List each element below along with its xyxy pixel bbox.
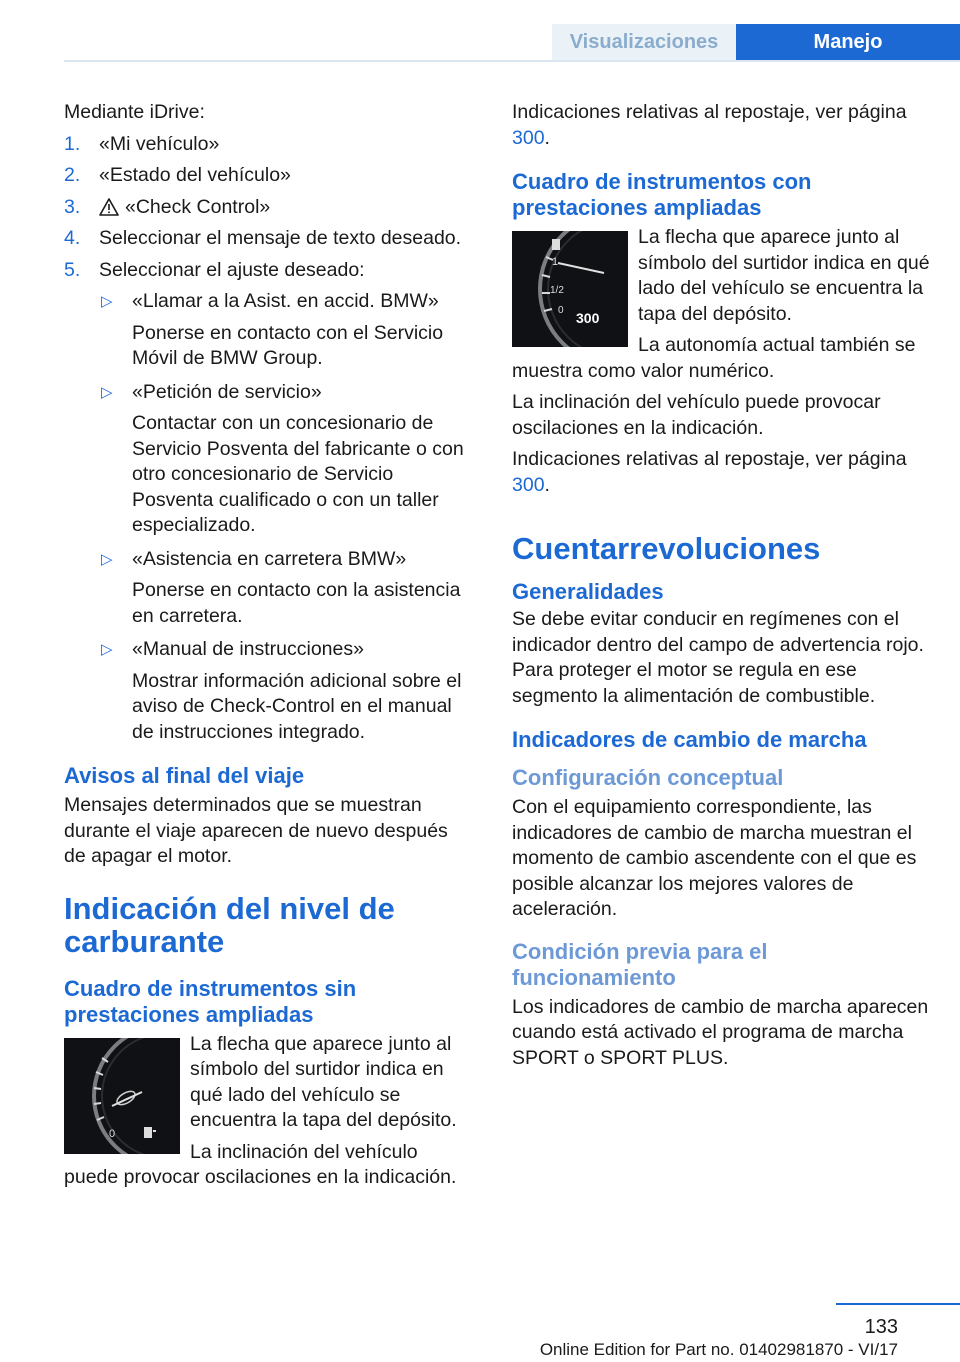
con-prestaciones-text-2: La autonomía actual también se muestra como valor numérico. [512,334,916,382]
edition-text: Online Edition for Part no. 01402981870 - VI/17 [539,1340,898,1359]
step-text: «Estado del vehículo» [99,164,291,186]
gauge-zero-label: 0 [558,305,564,316]
step-text: «Mi vehículo» [99,132,220,155]
ref-text: Indicaciones relativas al repostaje, ver página [512,101,907,123]
warning-triangle-icon [99,198,119,216]
repostaje-ref-2 [512,447,930,498]
triangle-bullet-icon: ▷ [101,293,113,310]
avisos-heading: Avisos al final del viaje [64,763,305,788]
sub-option-desc: Mostrar información adicional sobre el aviso de Check-Control en el manual de instrucciones integrado. [132,669,462,743]
fuel-gauge-extended-image [512,231,628,347]
step-number: 4. [64,227,81,249]
step-item [64,132,474,158]
configuracion-conceptual-text: Con el equipamiento correspondiente, las indicadores de cambio de marcha muestran el momento de cambio ascendente con el que es posible alcanzar los mejores valores de aceleración. [512,796,917,920]
step-item [64,195,474,221]
ref-period: . [544,473,550,496]
right-column [512,100,930,1077]
con-prestaciones-block [512,225,930,390]
page-link-300[interactable]: 300 [512,126,545,149]
sub-option [99,289,474,372]
sub-option-title: «Llamar a la Asist. en accid. BMW» [132,290,439,312]
triangle-bullet-icon: ▷ [101,550,113,568]
sub-option [99,380,474,539]
step-number: 2. [64,164,81,186]
step-text: Seleccionar el mensaje de texto deseado. [99,227,462,249]
sub-option-title: «Petición de servicio» [132,380,322,403]
tab-manejo[interactable]: Manejo [736,24,960,60]
con-prestaciones-heading: Cuadro de instrumentos con prestaciones ampliadas [512,169,812,220]
step-number: 1. [64,132,81,155]
header-divider [64,60,960,62]
generalidades-heading: Generalidades [512,579,664,604]
step-text: «Check Control» [125,195,271,218]
step-text: Seleccionar el ajuste deseado: [99,258,365,281]
nivel-carburante-heading: Indicación del nivel de carburante [64,890,395,959]
indicadores-cambio-heading: Indicadores de cambio de marcha [512,727,867,752]
footer-divider [836,1303,960,1305]
condicion-previa-heading: Condición previa para el funcionamiento [512,938,768,990]
gauge-half-label: 1/2 [550,285,564,296]
gauge-full-label: 1 [552,256,559,268]
sub-option-desc: Contactar con un concesionario de Servicio Posventa del fabricante o con otro concesionario de Servicio Posventa cualificado o con un taller especializado. [132,412,464,536]
ref-period: . [544,126,550,149]
con-prestaciones-text-1: La flecha que aparece junto al símbolo del surtidor indica en qué lado del vehículo se encuentra la tapa del depósito. [638,226,930,325]
ref-text: Indicaciones relativas al repostaje, ver página [512,448,907,470]
triangle-bullet-icon: ▷ [101,383,113,401]
sin-prestaciones-block [64,1032,474,1197]
repostaje-ref-1 [512,100,930,151]
left-column [64,100,474,1197]
sub-option-title: «Manual de instrucciones» [132,638,364,660]
sub-option-desc: Ponerse en contacto con el Servicio Móvil de BMW Group. [132,321,444,369]
page-number: 133 [864,1316,898,1338]
configuracion-conceptual-heading: Configuración conceptual [512,765,784,790]
con-prestaciones-text-3: La inclinación del vehículo puede provocar oscilaciones en la indicación. [512,391,881,439]
sub-option [99,547,474,630]
sub-options-list [99,289,474,745]
gauge-zero-label: 0 [109,1127,116,1140]
sin-prestaciones-heading: Cuadro de instrumentos sin prestaciones ampliadas [64,975,357,1027]
tab-visualizaciones[interactable]: Visualizaciones [552,24,736,60]
sub-option [99,637,474,745]
avisos-text: Mensajes determinados que se muestran durante el viaje aparecen de nuevo después de apagar el motor. [64,794,448,867]
steps-list [64,132,474,746]
fuel-gauge-basic-image [64,1038,180,1154]
triangle-bullet-icon: ▷ [101,641,113,658]
sub-option-title: «Asistencia en carretera BMW» [132,547,407,570]
step-item [64,226,474,252]
step-item [64,163,474,189]
page-link-300[interactable]: 300 [512,473,545,496]
step-number: 3. [64,195,81,218]
gauge-range-label: 300 [576,310,600,326]
condicion-previa-text: Los indicadores de cambio de marcha aparecen cuando está activado el programa de marcha SPORT o SPORT PLUS. [512,995,929,1069]
intro-text: Mediante iDrive: [64,101,205,123]
generalidades-text: Se debe evitar conducir en regímenes con el indicador dentro del campo de advertencia rojo. Para proteger el motor se regula en ese segmento la alimentación de combustible. [512,608,924,707]
step-item [64,258,474,746]
sin-prestaciones-text-2: La inclinación del vehículo puede provocar oscilaciones en la indicación. [64,1140,457,1188]
sub-option-desc: Ponerse en contacto con la asistencia en carretera. [132,579,461,627]
step-number: 5. [64,258,81,281]
cuentarrevoluciones-heading: Cuentarrevoluciones [512,531,821,566]
sin-prestaciones-text-1: La flecha que aparece junto al símbolo del surtidor indica en qué lado del vehículo se encuentra la tapa del depósito. [190,1032,457,1131]
